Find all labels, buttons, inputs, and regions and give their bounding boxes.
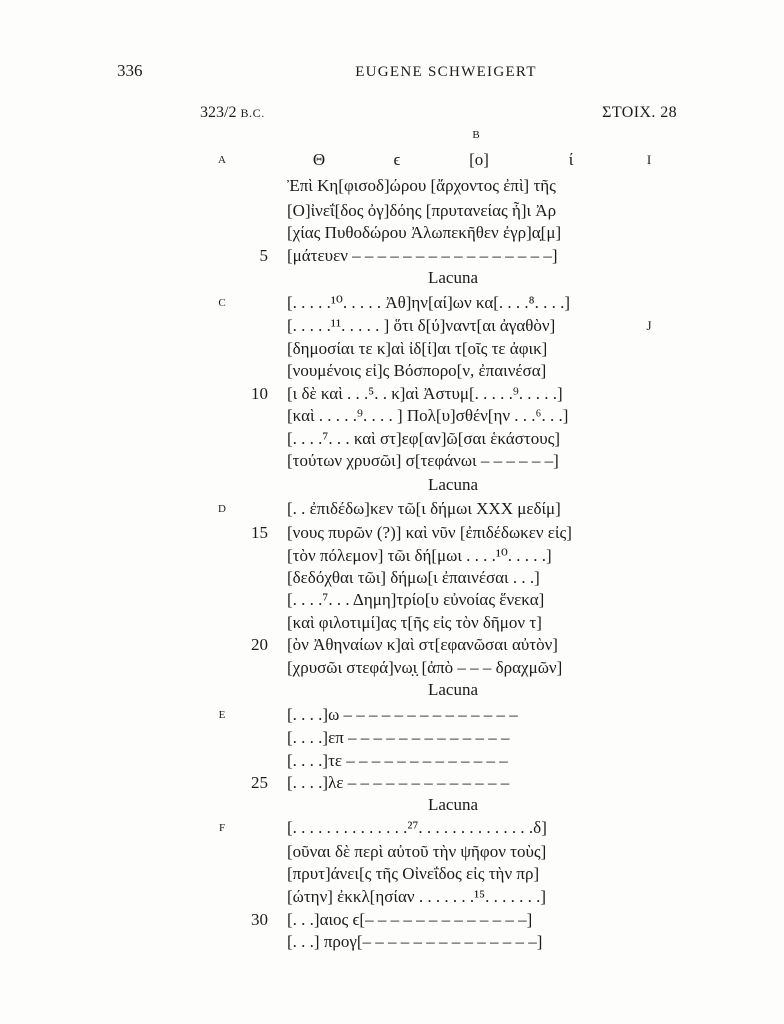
line-number: 5 bbox=[259, 246, 268, 265]
line-text: Ἐπὶ Κη[φισοδ]ώρου [ἄρχοντος ἐπὶ] τῆς bbox=[287, 176, 556, 195]
running-title: EUGENE SCHWEIGERT bbox=[355, 64, 537, 80]
inscription-line bbox=[287, 499, 561, 519]
line-text: [τούτων χρυσῶι] σ[τεφάνωι – – – – – –] bbox=[287, 451, 559, 470]
fragment-a-letter: Θ bbox=[312, 150, 326, 169]
inscription-line bbox=[287, 568, 540, 588]
fragment-i-label: I bbox=[646, 152, 652, 167]
inscription-line bbox=[287, 293, 570, 313]
inscription-line bbox=[287, 818, 547, 838]
line-text: [νους πυρῶν (?)] καὶ νῦν [ἐπιδέδωκεν εἰς] bbox=[287, 523, 572, 542]
inscription-line bbox=[287, 590, 544, 610]
line-text: [. . . . .¹⁰. . . . . Ἀθ]ην[αί]ων κα[. . . .⁸. . . .] bbox=[287, 293, 570, 312]
lacuna-marker: Lacuna bbox=[427, 680, 479, 699]
line-text: [. . . .⁷. . . καὶ στ]εφ[αν]ῶ[σαι ἑκάστους] bbox=[287, 429, 561, 448]
line-number: 25 bbox=[251, 773, 268, 792]
inscription-line bbox=[287, 339, 547, 359]
line-text: [. . . .]ω – – – – – – – – – – – – – – bbox=[287, 705, 518, 724]
line-number: 10 bbox=[251, 384, 268, 403]
line-text: [Ο]ἰνεΐ[δος ὀγ]δόης [πρυτανείας ἧ]ι Ἀρ bbox=[287, 201, 557, 220]
fragment-a-letter: [ο] bbox=[469, 150, 489, 169]
line-text: [. . . .⁷. . . Δημη]τρίο[υ εὐνοίας ἕνεκα] bbox=[287, 590, 545, 609]
line-text: [νουμένοις εἰ]ς Βόσπορο[ν, ἐπαινέσα] bbox=[287, 361, 547, 380]
fragment-b-label: B bbox=[472, 129, 480, 141]
inscription-line bbox=[251, 523, 572, 543]
fragment-a-letter: ϵ bbox=[393, 150, 401, 169]
inscription-line bbox=[251, 384, 563, 404]
line-text: [ι δὲ καὶ . . .⁵. . κ]αὶ Ἀστυμ[. . . . .⁹. . . . .] bbox=[287, 384, 563, 403]
inscription-line bbox=[287, 176, 556, 196]
line-number: 20 bbox=[251, 635, 268, 654]
inscription-line bbox=[287, 361, 546, 381]
line-text: [πρυτ]άνει[ς τῆς Οἰνεΐδος εἰς τὴν πρ] bbox=[287, 864, 540, 883]
fragment-e-label: E bbox=[218, 709, 226, 721]
line-text: [. . . .]επ – – – – – – – – – – – – – bbox=[287, 728, 510, 747]
inscription-line bbox=[287, 887, 546, 907]
inscription-line bbox=[287, 658, 562, 678]
line-text: [. . .]αιος ϵ[– – – – – – – – – – – – –] bbox=[287, 910, 533, 929]
date-year: 323/2 bbox=[200, 104, 237, 121]
inscription-line bbox=[287, 932, 542, 952]
inscription-line bbox=[287, 451, 559, 471]
inscription-line bbox=[287, 406, 568, 426]
lacuna-marker: Lacuna bbox=[427, 795, 479, 814]
line-text: [χίας Πυθοδώρου Ἀλωπεκῆθεν ἐγρ]α̣[μ] bbox=[287, 223, 562, 242]
line-text: [. . ἐπιδέδω]κεν τῶ[ι δήμωι XXX μεδίμ] bbox=[287, 499, 561, 518]
line-number: 30 bbox=[251, 910, 268, 929]
line-text: [τὸν πόλεμον] τῶι δή[μωι . . . .¹⁰. . . . .] bbox=[287, 546, 552, 565]
fragment-a-letter: ί bbox=[568, 150, 574, 169]
inscription-date bbox=[200, 103, 265, 123]
inscription-line bbox=[287, 842, 546, 862]
fragment-a-label: A bbox=[218, 154, 226, 166]
inscription-line bbox=[287, 223, 561, 243]
inscription-line bbox=[287, 546, 552, 566]
line-text: [δημοσίαι τε κ]αὶ ἰδ[ί]αι τ[οῖς τε ἀφικ] bbox=[287, 339, 548, 358]
line-text: [. . . .]τε – – – – – – – – – – – – – bbox=[287, 751, 508, 770]
page-number: 336 bbox=[117, 61, 143, 80]
line-text: [χρυσῶι στεφά]νω̣ι̣ [ἀπὸ – – – δραχμῶν] bbox=[287, 658, 563, 677]
fragment-j-label: J bbox=[646, 318, 652, 333]
lacuna-marker: Lacuna bbox=[427, 268, 479, 287]
date-era: B.C. bbox=[240, 106, 265, 120]
line-text: [. . . . . . . . . . . . . .²⁷. . . . . . . . . . . . . .δ] bbox=[287, 818, 547, 837]
line-text: [μάτευεν – – – – – – – – – – – – – – – –] bbox=[287, 246, 558, 265]
inscription-line bbox=[251, 910, 533, 930]
line-text: [καὶ . . . . .⁹. . . . ] Πολ[υ]σθέν[ην . . .⁶. . .] bbox=[287, 406, 569, 425]
inscription-line bbox=[259, 246, 558, 266]
lacuna-marker: Lacuna bbox=[427, 475, 479, 494]
line-text: [. . .] προγ[– – – – – – – – – – – – – –] bbox=[287, 932, 543, 951]
fragment-c-label: C bbox=[218, 297, 226, 309]
inscription-line bbox=[251, 773, 510, 793]
line-number: 15 bbox=[251, 523, 268, 542]
stoichedon-note: ΣΤΟΙΧ. 28 bbox=[602, 104, 677, 121]
fragment-d-label: D bbox=[218, 503, 226, 515]
line-text: [καὶ φιλοτιμί]ας τ[ῆς εἰς τὸν δῆμον τ] bbox=[287, 613, 542, 632]
inscription-line bbox=[287, 864, 539, 884]
inscription-line bbox=[251, 635, 558, 655]
inscription-line bbox=[287, 316, 555, 336]
line-text: [οῦναι δὲ περὶ αὐτοῦ τὴν ψῆφον τοὺς] bbox=[287, 842, 547, 861]
line-text: [δεδόχθαι τῶι] δήμω[ι ἐπαινέσαι . . .] bbox=[287, 568, 540, 587]
line-text: [ώτην] ἐκκλ[ησίαν . . . . . . .¹⁵. . . . . . .] bbox=[287, 887, 547, 906]
line-text: [ὸν Ἀθηναίων κ]αὶ στ[εφανῶσαι αὐτὸν] bbox=[287, 635, 558, 654]
line-text: [. . . . .¹¹. . . . . ] ὅτι δ[ύ]ναντ[αι ἀγαθὸν] bbox=[287, 316, 556, 335]
inscription-line bbox=[287, 429, 560, 449]
inscription-line bbox=[287, 201, 556, 221]
inscription-line bbox=[287, 728, 510, 748]
inscription-line bbox=[287, 705, 518, 725]
inscription-line bbox=[287, 751, 508, 771]
fragment-f-label: F bbox=[218, 822, 226, 834]
line-text: [. . . .]λε – – – – – – – – – – – – – bbox=[287, 773, 510, 792]
inscription-line bbox=[287, 613, 542, 633]
